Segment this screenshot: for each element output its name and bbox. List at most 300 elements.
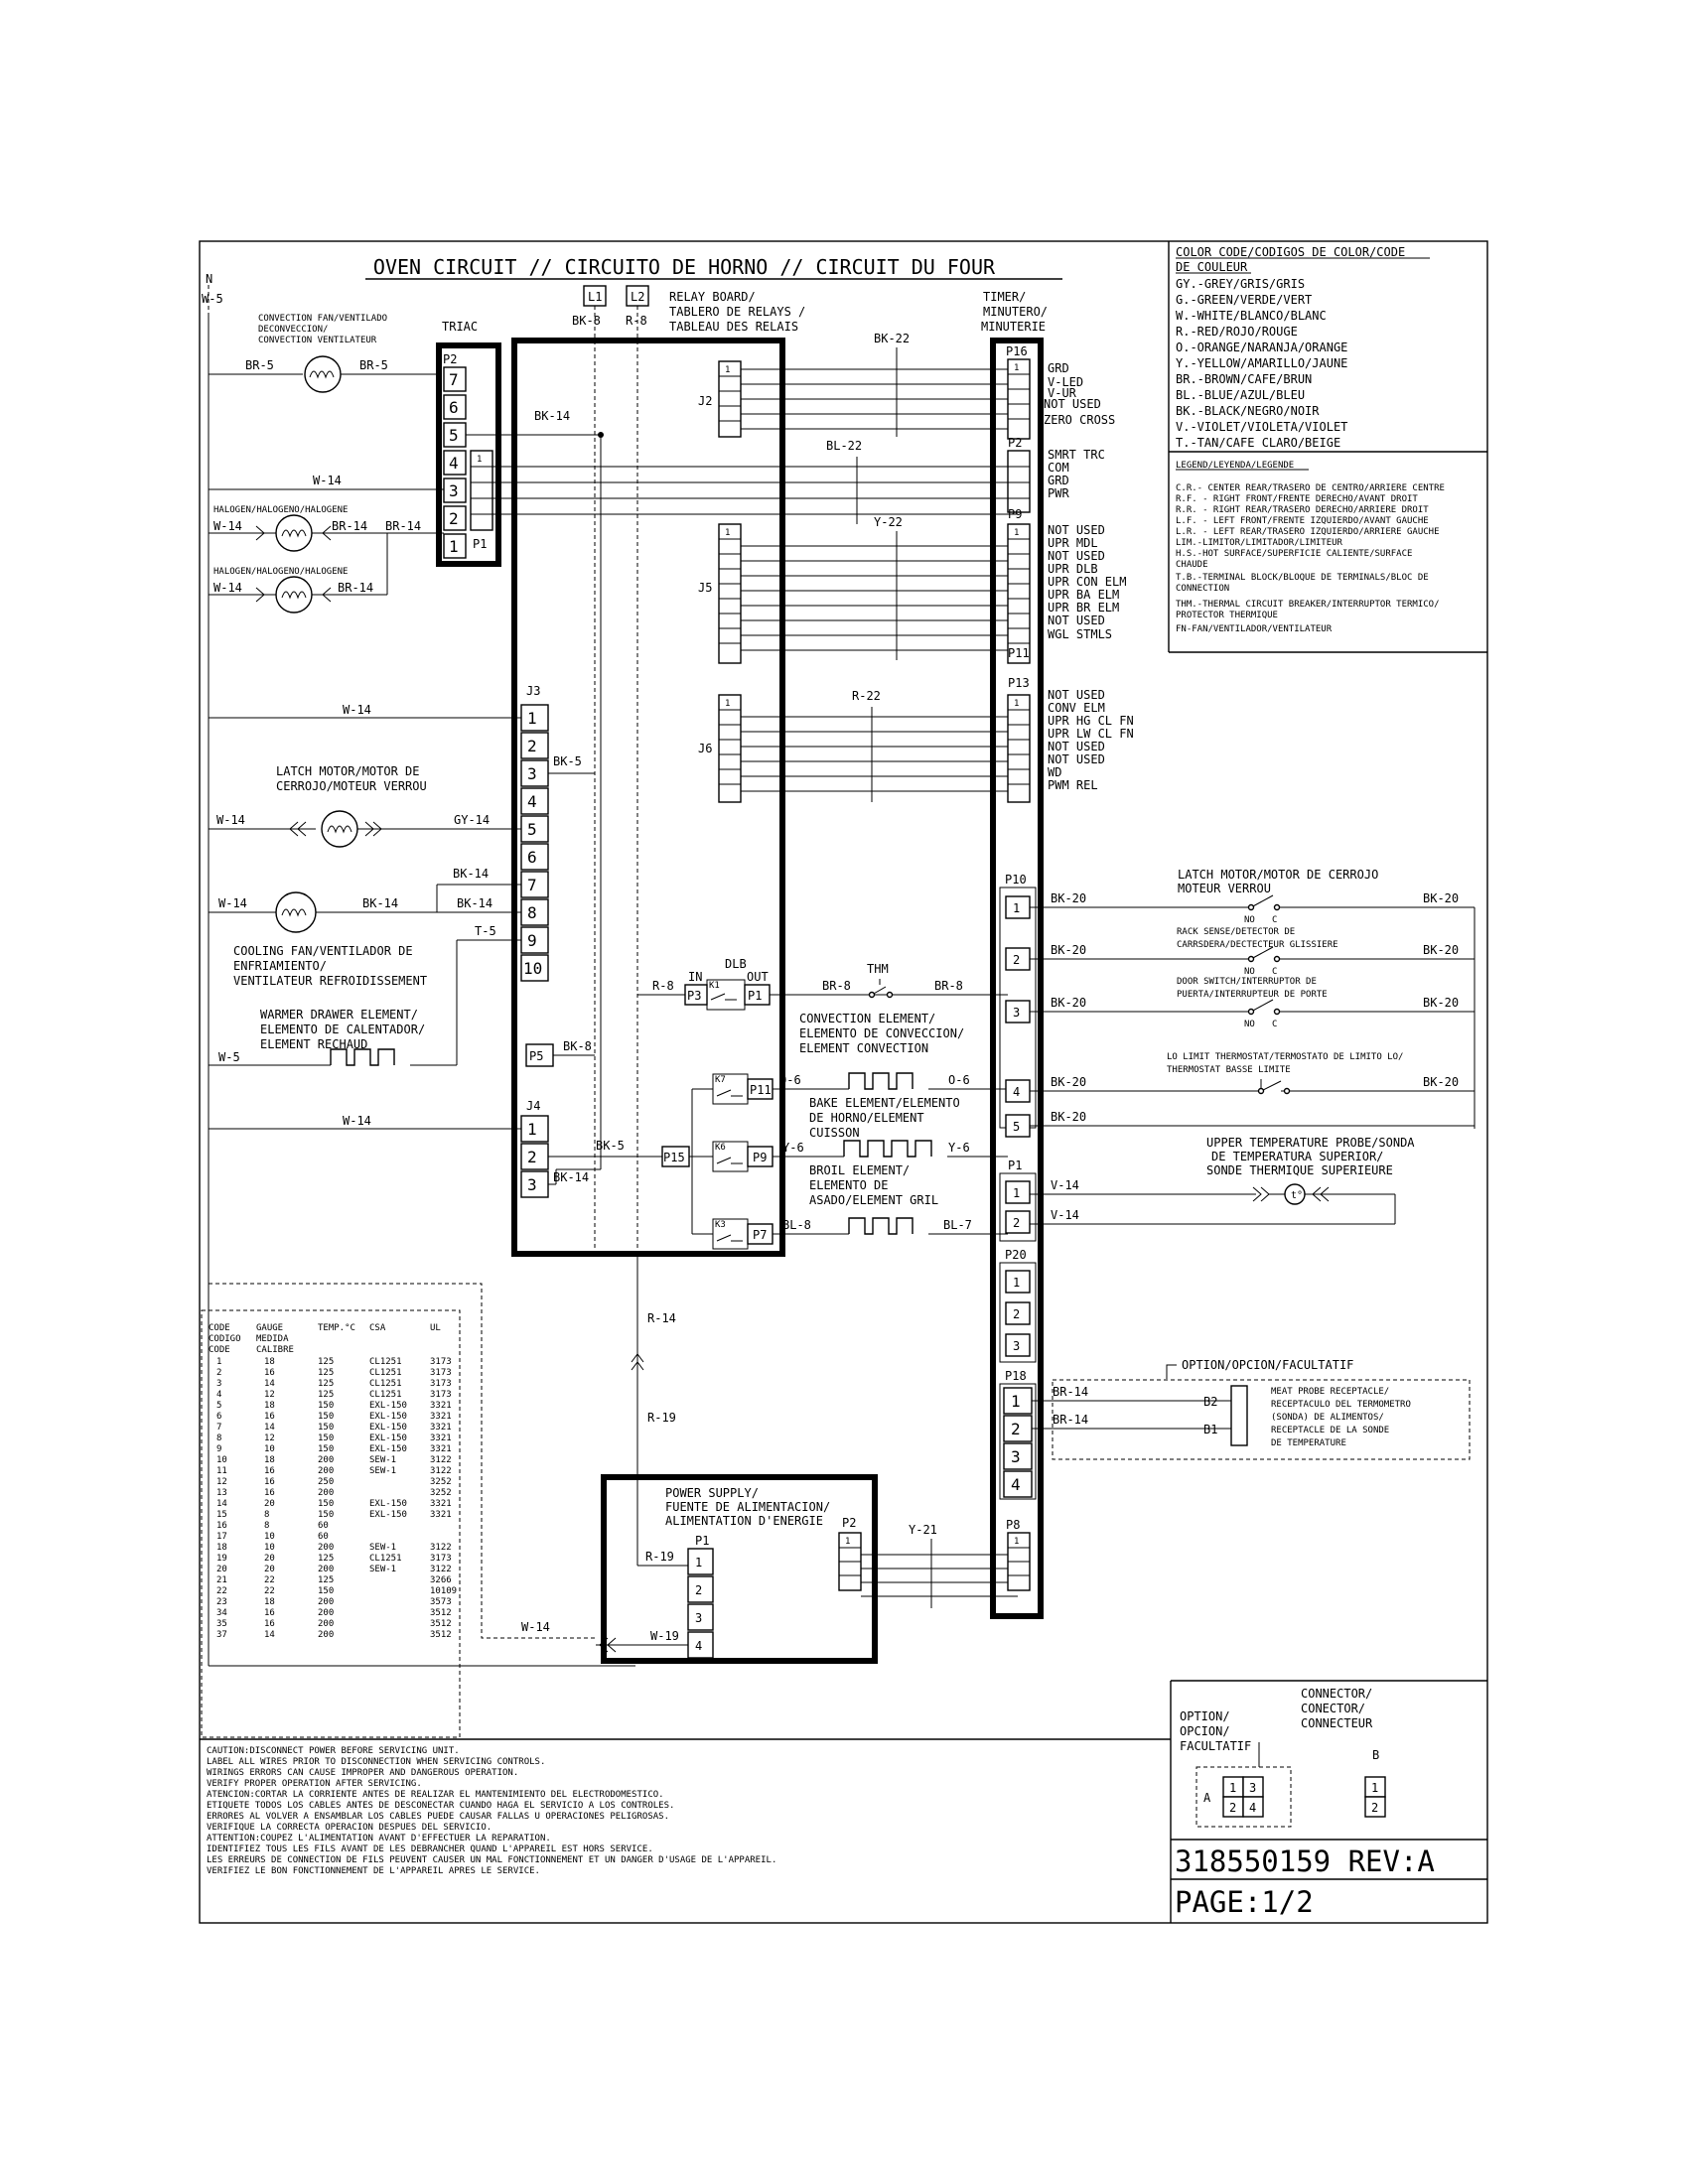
pin-label: SMRT TRC [1048,448,1105,462]
gauge-table-cell: 14 [216,1499,227,1509]
svg-text:7: 7 [449,370,459,389]
svg-text:1: 1 [1013,901,1021,915]
gauge-table-cell: 125 [318,1357,335,1367]
timer-p13-connector [1008,695,1030,802]
pin-label: WGL STMLS [1048,627,1113,641]
pin-label: ZERO CROSS [1044,413,1116,427]
halogen-lamp-label: HALOGEN/HALOGENO/HALOGENE [213,567,349,577]
gauge-table-cell: 150 [318,1412,335,1422]
gauge-table-cell: 17 [216,1532,227,1542]
svg-text:4: 4 [1249,1801,1257,1815]
gauge-table-cell: 18 [264,1455,275,1465]
wire-label: R-14 [647,1311,676,1325]
pin-number: 1 [477,455,483,465]
convection-element-label: ELEMENT CONVECTION [799,1041,929,1055]
gauge-table-cell: 150 [318,1433,335,1443]
bake-element-label: CUISSON [809,1126,860,1140]
broil-element-icon [849,1218,913,1234]
wire-label: BR-14 [332,519,368,533]
latch-motor-label: CERROJO/MOTEUR VERROU [276,779,427,793]
pin-number: 1 [725,365,731,375]
power-supply-label: POWER SUPPLY/ [665,1486,759,1500]
pin-label: UPR CON ELM [1048,575,1127,589]
door-switch-label: PUERTA/INTERRUPTEUR DE PORTE [1177,990,1328,1000]
meat-probe-label: DE TEMPERATURE [1271,1438,1346,1448]
bake-element-label: BAKE ELEMENT/ELEMENTO [809,1096,960,1110]
gauge-table-cell: 3512 [430,1630,452,1640]
gauge-table-cell: 5 [216,1401,222,1411]
caution-line: WIRINGS ERRORS CAN CAUSE IMPROPER AND DANGEROUS OPERATION. [207,1768,519,1778]
pin-label: NOT USED [1048,752,1105,766]
wire-label: GY-14 [454,813,491,827]
color-code-heading: DE COULEUR [1176,260,1248,274]
pin-label: UPR BA ELM [1048,588,1120,602]
gauge-table-cell: 9 [216,1444,222,1454]
gauge-table-cell: CL1251 [369,1379,402,1389]
gauge-table-cell: EXL-150 [369,1401,407,1411]
option-key-label: OPTION/ [1180,1709,1230,1723]
lo-limit-thermostat-icon [1261,1079,1285,1091]
gauge-table-cell: CL1251 [369,1390,402,1400]
pin-label: CONV ELM [1048,701,1105,715]
gauge-table-cell: 34 [216,1608,227,1618]
bake-element-icon [844,1141,931,1157]
gauge-table-cell: 150 [318,1444,335,1454]
gauge-table-cell: 3321 [430,1510,452,1520]
gauge-table-cell: 1 [216,1357,222,1367]
gauge-table-cell: 3173 [430,1554,452,1564]
gauge-table [209,1323,457,1640]
caution-line: ETIQUETE TODOS LOS CABLES ANTES DE DESCONECTAR CUANDO HAGA EL SERVICIO A LOS CONTROLES. [207,1801,675,1811]
pin-number: 1 [1014,699,1020,709]
gauge-table-cell: 20 [216,1565,227,1574]
part-number: 318550159 REV:A [1175,1844,1435,1878]
svg-text:1: 1 [1013,1276,1021,1290]
svg-text:1: 1 [1013,1186,1021,1200]
color-code-entry: BL.-BLUE/AZUL/BLEU [1176,388,1306,402]
color-code-entry: BR.-BROWN/CAFE/BRUN [1176,372,1313,386]
gauge-table-cell: 16 [264,1619,275,1629]
connector-key-b: B [1372,1748,1380,1762]
wire-label: V-14 [1051,1208,1079,1222]
connector-label: P2 [842,1516,857,1530]
gauge-table-cell: 200 [318,1565,335,1574]
legend-entry: LIM.-LIMITOR/LIMITADOR/LIMITEUR [1176,538,1342,548]
connector-label: P10 [1005,873,1027,887]
latch-motor-switch-label: MOTEUR VERROU [1178,882,1271,895]
pin-label: GRD [1048,474,1069,487]
gauge-table-cell: 10 [264,1444,275,1454]
pin-label: COM [1048,461,1069,475]
color-code-entry: W.-WHITE/BLANCO/BLANC [1176,309,1327,323]
svg-text:5: 5 [527,820,537,839]
gauge-table-cell: 150 [318,1499,335,1509]
legend-entry: L.F. - LEFT FRONT/FRENTE IZQUIERDO/AVANT GAUCHE [1176,516,1429,526]
connector-label: P15 [663,1151,685,1164]
upper-probe-label: UPPER TEMPERATURE PROBE/SONDA [1206,1136,1415,1150]
wire-label: BR-8 [822,979,851,993]
connector-label: P16 [1006,344,1028,358]
gauge-table-cell: 35 [216,1619,227,1629]
gauge-table-cell: 60 [318,1532,329,1542]
upper-probe-label: DE TEMPERATURA SUPERIOR/ [1211,1150,1384,1163]
svg-text:4: 4 [449,454,459,473]
gauge-table-cell: EXL-150 [369,1412,407,1422]
wire-label: BL-8 [782,1218,811,1232]
j3-pins [521,705,548,981]
gauge-table-cell: 20 [264,1499,275,1509]
gauge-table-cell: 3173 [430,1357,452,1367]
gauge-table-cell: SEW-1 [369,1565,397,1574]
connector-label: P1 [695,1534,710,1548]
gauge-table-cell: 3321 [430,1499,452,1509]
pin-label: UPR LW CL FN [1048,727,1134,741]
upper-probe-label: SONDE THERMIQUE SUPERIEURE [1206,1163,1393,1177]
gauge-table-cell: 22 [264,1586,275,1596]
pin-number: 1 [725,528,731,538]
door-switch-icon [1251,1000,1273,1012]
page-number: PAGE:1/2 [1175,1885,1314,1919]
wire-label: BK-14 [553,1170,590,1184]
gauge-table-cell: EXL-150 [369,1444,407,1454]
gauge-table-cell: 60 [318,1521,329,1531]
svg-text:4: 4 [527,792,537,811]
gauge-table-cell: 3173 [430,1390,452,1400]
wire-label: BL-7 [943,1218,972,1232]
diagram-title: OVEN CIRCUIT // CIRCUITO DE HORNO // CIRCUIT DU FOUR [372,255,996,279]
svg-text:10: 10 [523,959,543,978]
gauge-table-cell: 125 [318,1554,335,1564]
gauge-table-cell: 250 [318,1477,335,1487]
gauge-table-cell: SEW-1 [369,1455,397,1465]
svg-text:2: 2 [1011,1420,1021,1438]
caution-line: VERIFY PROPER OPERATION AFTER SERVICING. [207,1779,422,1789]
gauge-table-cell: 125 [318,1390,335,1400]
connector-label: J3 [526,684,541,698]
wire-label: BR-5 [245,358,274,372]
pin-label: GRD [1048,361,1069,375]
gauge-table-cell: 3512 [430,1619,452,1629]
wire-label: O-6 [948,1073,970,1087]
caution-line: LABEL ALL WIRES PRIOR TO DISCONNECTION WHEN SERVICING CONTROLS. [207,1757,546,1767]
wire-label: W-14 [213,581,242,595]
pin-label: UPR MDL [1048,536,1098,550]
pin-number: 1 [1014,363,1020,373]
legend-entry: H.S.-HOT SURFACE/SUPERFICIE CALIENTE/SURFACE [1176,549,1413,559]
legend-entry: FN-FAN/VENTILADOR/VENTILATEUR [1176,624,1333,634]
gauge-table-cell: 10 [264,1543,275,1553]
gauge-table-cell: EXL-150 [369,1499,407,1509]
connector-label: P20 [1005,1248,1027,1262]
pin-label: V-UR [1048,386,1076,400]
wire-label: V-14 [1051,1178,1079,1192]
relay-label: K7 [715,1075,726,1085]
gauge-table-cell: 3122 [430,1543,452,1553]
connector-label: J5 [698,581,713,595]
timer-label: MINUTERO/ [983,305,1049,319]
svg-text:2: 2 [1013,1216,1021,1230]
gauge-table-cell: 12 [264,1433,275,1443]
bake-element-label: DE HORNO/ELEMENT [809,1111,924,1125]
meat-probe-label: RECEPTACLE DE LA SONDE [1271,1426,1390,1435]
connector-label: P5 [529,1049,544,1063]
cooling-fan-label: COOLING FAN/VENTILADOR DE [233,944,413,958]
wire-label: W-14 [313,474,342,487]
halogen-lamp-icon [276,515,312,551]
gauge-table-cell: 200 [318,1630,335,1640]
caution-line: CAUTION:DISCONNECT POWER BEFORE SERVICING UNIT. [207,1746,460,1756]
connector-label: J4 [526,1099,541,1113]
option-key-label: FACULTATIF [1180,1739,1252,1753]
gauge-table-cell: 200 [318,1543,335,1553]
wire-label: BK-20 [1051,1075,1087,1089]
wire-label: W-14 [343,703,371,717]
svg-text:3: 3 [1013,1006,1021,1020]
gauge-table-cell: 2 [216,1368,222,1378]
gauge-table-cell: 16 [264,1412,275,1422]
neutral-label: N [206,272,213,286]
timer-p2-connector [1008,451,1030,512]
convection-element-label: CONVECTION ELEMENT/ [799,1012,936,1025]
connector-label: P8 [1006,1518,1021,1532]
gauge-table-cell: 7 [216,1423,222,1433]
gauge-table-cell: 4 [216,1390,222,1400]
gauge-table-cell: EXL-150 [369,1423,407,1433]
svg-text:2: 2 [449,509,459,528]
switch-contact-label: C [1272,967,1278,977]
wire-label: Y-22 [874,515,903,529]
gauge-table-cell: 16 [264,1488,275,1498]
timer-label: TIMER/ [983,290,1027,304]
lo-limit-label: LO LIMIT THERMOSTAT/TERMOSTATO DE LIMITO LO/ [1167,1052,1404,1062]
convection-fan-motor-icon [305,356,341,392]
gauge-table-cell: 150 [318,1401,335,1411]
dlb-label: DLB [725,957,747,971]
convection-element-icon [849,1073,913,1089]
pin-label: NOT USED [1048,549,1105,563]
wire-label: R-22 [852,689,881,703]
wire-label: BK-20 [1051,1110,1087,1124]
gauge-table-cell: 16 [264,1477,275,1487]
svg-text:1: 1 [1229,1781,1237,1795]
color-code-entry: G.-GREEN/VERDE/VERT [1176,293,1313,307]
cooling-fan-label: ENFRIAMIENTO/ [233,959,327,973]
wire-label: BR-5 [359,358,388,372]
legend-entry: T.B.-TERMINAL BLOCK/BLOQUE DE TERMINALS/BLOC DE [1176,573,1429,583]
svg-text:3: 3 [527,1175,537,1194]
pin-label: PWM REL [1048,778,1098,792]
legend-entry: CHAUDE [1176,560,1208,570]
svg-text:2: 2 [1371,1801,1379,1815]
broil-element-label: ASADO/ELEMENT GRIL [809,1193,939,1207]
gauge-table-cell: 200 [318,1488,335,1498]
wire-label: BK-14 [534,409,571,423]
legend-entry: R.F. - RIGHT FRONT/FRENTE DERECHO/AVANT DROIT [1176,494,1418,504]
wire-label: W-14 [521,1620,550,1634]
wire-label: BK-20 [1423,943,1460,957]
gauge-table-cell: 3321 [430,1444,452,1454]
gauge-table-cell: 125 [318,1368,335,1378]
rack-sense-label: CARRSDERA/DECTECTEUR GLISSIERE [1177,940,1338,950]
connector-label: P1 [748,989,763,1003]
wire-label: BK-5 [596,1139,625,1153]
connector-a-icon [1223,1777,1263,1817]
legend-entry: CONNECTION [1176,584,1230,594]
j6-connector [719,695,741,802]
wire-label: W-14 [218,896,247,910]
connector-label: J2 [698,394,713,408]
svg-text:1: 1 [1371,1781,1379,1795]
wire-label: BK-20 [1423,996,1460,1010]
gauge-table-cell: 3 [216,1379,222,1389]
pin-label: NOT USED [1048,523,1105,537]
caution-line: VERIFIEZ LE BON FONCTIONNEMENT DE L'APPAREIL APRES LE SERVICE. [207,1866,540,1876]
gauge-table-cell: 10109 [430,1586,458,1596]
thm-label: THM [867,962,889,976]
gauge-table-header: GAUGE [256,1323,284,1333]
caution-block [207,1746,776,1876]
gauge-table-cell: 8 [216,1433,222,1443]
gauge-table-header: CODE [209,1345,230,1355]
gauge-table-cell: 3173 [430,1379,452,1389]
gauge-table-cell: 15 [216,1510,227,1520]
gauge-table-cell: 3122 [430,1455,452,1465]
svg-text:1: 1 [527,1120,537,1139]
connector-b-icon [1365,1777,1385,1817]
caution-line: ATENCION:CORTAR LA CORRIENTE ANTES DE REALIZAR EL MANTENIMIENTO DEL ELECTRODOMESTICO. [207,1790,664,1800]
latch-motor-icon [322,811,357,847]
svg-text:3: 3 [1249,1781,1257,1795]
caution-line: VERIFIQUE LA CORRECTA OPERACION DESPUES DEL SERVICIO. [207,1823,492,1833]
gauge-table-header: CODE [209,1323,230,1333]
terminal-label: L1 [588,290,603,304]
broil-element-label: BROIL ELEMENT/ [809,1163,911,1177]
switch-contact-label: C [1272,915,1278,925]
connector-label: P2 [1008,436,1023,450]
svg-text:3: 3 [1013,1339,1021,1353]
rack-sense-label: RACK SENSE/DETECTOR DE [1177,927,1296,937]
svg-text:2: 2 [1013,953,1021,967]
latch-motor-label: LATCH MOTOR/MOTOR DE [276,764,420,778]
gauge-table-cell: 150 [318,1586,335,1596]
gauge-table-cell: 3266 [430,1575,452,1585]
svg-text:3: 3 [1011,1447,1021,1466]
gauge-table-cell: 14 [264,1423,275,1433]
color-code-entry: BK.-BLACK/NEGRO/NOIR [1176,404,1320,418]
gauge-table-cell: 18 [264,1401,275,1411]
gauge-table-cell: 3173 [430,1368,452,1378]
gauge-table-cell: 13 [216,1488,227,1498]
connector-label: P2 [443,352,458,366]
caution-line: IDENTIFIEZ TOUS LES FILS AVANT DE LES DEBRANCHER QUAND L'APPAREIL EST HORS SERVICE. [207,1844,653,1854]
gauge-table-cell: 125 [318,1575,335,1585]
color-code-entry: T.-TAN/CAFE CLARO/BEIGE [1176,436,1341,450]
svg-text:5: 5 [449,426,459,445]
pin-label: B1 [1203,1423,1218,1436]
power-supply-label: FUENTE DE ALIMENTACION/ [665,1500,831,1514]
pin-number: 1 [1014,1537,1020,1547]
pin-number: 1 [725,699,731,709]
pin-label: UPR DLB [1048,562,1098,576]
terminal-label: L2 [631,290,645,304]
wire-label: BR-8 [934,979,963,993]
gauge-table-header: TEMP.°C [318,1323,355,1333]
gauge-table-cell: 200 [318,1466,335,1476]
caution-line: ERRORES AL VOLVER A ENSAMBLAR LOS CABLES PUEDE CAUSAR FALLAS U OPERACIONES PELIGROSAS. [207,1812,669,1822]
svg-text:2: 2 [1229,1801,1237,1815]
connector-label: P7 [753,1228,768,1242]
gauge-table-header: CSA [369,1323,386,1333]
gauge-table-cell: 10 [216,1455,227,1465]
convection-element-label: ELEMENTO DE CONVECCION/ [799,1026,965,1040]
wire-label: BR-14 [1053,1413,1089,1427]
j6-wires [719,710,1008,791]
relay-board-label: TABLEAU DES RELAIS [669,320,799,334]
convection-fan-label: CONVECTION FAN/VENTILADO [258,314,388,324]
pin-label: NOT USED [1048,740,1105,753]
gauge-table-cell: 20 [264,1554,275,1564]
color-code-entry: GY.-GREY/GRIS/GRIS [1176,277,1306,291]
connector-label: P11 [750,1083,772,1097]
gauge-table-cell: 23 [216,1597,227,1607]
option-label: OPTION/OPCION/FACULTATIF [1182,1358,1354,1372]
power-supply-p1-pins [688,1549,713,1658]
wire-label: W-5 [202,292,223,306]
svg-text:9: 9 [527,931,537,950]
svg-text:t°: t° [1291,1190,1304,1201]
warmer-element-label: ELEMENTO DE CALENTADOR/ [260,1023,426,1036]
relay-label: K6 [715,1143,726,1153]
gauge-table-cell: 16 [264,1368,275,1378]
gauge-table-cell: EXL-150 [369,1433,407,1443]
meat-probe-label: (SONDA) DE ALIMENTOS/ [1271,1413,1384,1423]
wire-label: BL-22 [826,439,863,453]
color-code-entry: Y.-YELLOW/AMARILLO/JAUNE [1176,356,1348,370]
wire-label: BK-14 [457,896,493,910]
gauge-table-cell: 3252 [430,1477,452,1487]
gauge-table-cell: 16 [264,1466,275,1476]
latch-switch-icon [1251,895,1273,907]
wire-label: BK-20 [1423,1075,1460,1089]
gauge-table-cell: 18 [216,1543,227,1553]
switch-contact-label: NO [1244,1020,1255,1029]
wire-label: BK-22 [874,332,911,345]
pin-label: NOT USED [1048,614,1105,627]
gauge-table-cell: 3573 [430,1597,452,1607]
relay-board [514,341,782,1254]
gauge-table-header: MEDIDA [256,1334,289,1344]
gauge-table-header: UL [430,1323,441,1333]
wire-label: W-19 [650,1629,679,1643]
svg-text:1: 1 [449,537,459,556]
gauge-table-cell: 22 [264,1575,275,1585]
gauge-table-cell: EXL-150 [369,1510,407,1520]
connector-label: P18 [1005,1369,1027,1383]
svg-text:4: 4 [1011,1475,1021,1494]
wire-label: BK-8 [572,314,601,328]
gauge-table-cell: CL1251 [369,1554,402,1564]
svg-text:4: 4 [695,1639,703,1653]
gauge-table-cell: 6 [216,1412,222,1422]
wire-label: BK-20 [1423,891,1460,905]
gauge-table-cell: 200 [318,1619,335,1629]
gauge-table-cell: 3252 [430,1488,452,1498]
gauge-table-cell: 11 [216,1466,227,1476]
caution-line: ATTENTION:COUPEZ L'ALIMENTATION AVANT D'EFFECTUER LA REPARATION. [207,1834,551,1843]
warmer-element-label: WARMER DRAWER ELEMENT/ [260,1008,418,1022]
gauge-table-cell: 19 [216,1554,227,1564]
meat-probe-receptacle-icon [1231,1386,1247,1445]
